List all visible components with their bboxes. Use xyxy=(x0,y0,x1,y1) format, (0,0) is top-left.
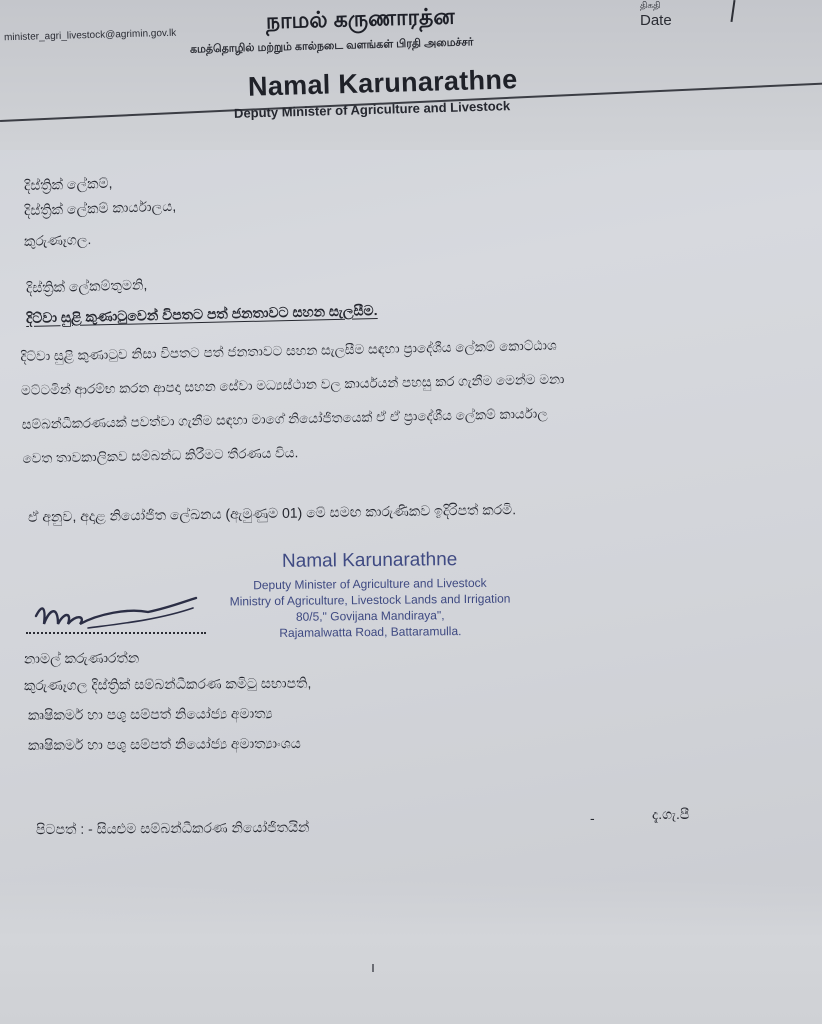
subject-line: දිට්වා සුළි කුණාටුවෙන් විපතට පත් ජනතාවට සහන සැලසීම. xyxy=(25,302,378,326)
address-line-2: දිස්ත්‍රික් ලේකම් කාර්යාලය, xyxy=(23,197,177,219)
signatory-role: කුරුණෑගල දිස්ත්‍රික් සම්බන්ධීකරණ කමිටු සභාපති, xyxy=(23,674,312,694)
paragraph-line: වෙත තාවකාලිකව සම්බන්ධ කිරීමට තීරණය විය. xyxy=(22,445,299,466)
reference-initials: දැ.ගැ.පී xyxy=(652,806,690,822)
paragraph-line: මට්ටමින් ආරම්භ කරන ආපදා සහන සේවා මධ්‍යස්ථාන වල කාර්යයන් පහසු කර ගැනීම මෙන්ම මනා xyxy=(20,371,565,398)
header-title: Deputy Minister of Agriculture and Livestock xyxy=(233,98,511,121)
header-email: minister_agri_livestock@agrimin.gov.lk xyxy=(3,27,177,44)
stamp-name: Namal Karunarathne xyxy=(281,549,458,572)
date-label: Date xyxy=(640,12,672,29)
paragraph-line: දිට්වා සුළි කුණාටුව නිසා විපතට පත් ජනතාවට සහන සැලසීම සඳහා ප්‍රාදේශීය ලේකම් කොට්ඨාශ xyxy=(20,337,557,364)
copies-line: පිටපත් : - සියළුම සම්බන්ධීකරණ නියෝජිතයින් xyxy=(35,818,310,838)
paragraph-line: සම්බන්ධීකරණයක් පවත්වා ගැනීම සඳහා මාගේ නියෝජිතයෙක් ඒ ඒ ප්‍රාදේශීය ලේකම් කාර්යාල xyxy=(21,405,548,432)
signatory-role: කෘෂිකර්ම හා පශු සම්පත් නියෝජ්‍ය අමාත්‍ය xyxy=(27,705,273,723)
body-paragraph xyxy=(20,323,822,476)
stamp-line: Deputy Minister of Agriculture and Livestock xyxy=(253,575,487,593)
header-name-tamil: நாமல் கருணாரத்ன xyxy=(265,3,455,34)
signature-line xyxy=(26,632,206,634)
address-line-1: දිස්ත්‍රික් ලේකම්, xyxy=(23,174,113,194)
stamp-line: Rajamalwatta Road, Battaramulla. xyxy=(279,624,462,640)
signatory-role: කෘෂිකර්ම හා පශු සම්පත් නියෝජ්‍ය අමාත්‍යාංශය xyxy=(27,735,301,753)
closing-sentence: ඒ අනුව, අදාළ නියෝජිත ලේඛනය (ඇමුණුම 01) මේ සමඟ කාරුණිකව ඉදිරිපත් කරමි. xyxy=(27,501,517,525)
paper-bottom-shadow xyxy=(0,880,822,1024)
official-stamp xyxy=(200,548,541,642)
address-line-3: කුරුණෑගල. xyxy=(23,231,92,249)
stamp-line: Ministry of Agriculture, Livestock Lands and Irrigation xyxy=(229,591,511,609)
header-name: Namal Karunarathne xyxy=(247,64,518,102)
stamp-line: 80/5," Govijana Mandiraya", xyxy=(295,608,445,624)
copies-dash: - xyxy=(590,810,595,826)
salutation: දිස්ත්‍රික් ලේකම්තුමනි, xyxy=(25,276,148,296)
handwritten-signature xyxy=(28,594,218,646)
header-title-tamil: கமத்தொழில் மற்றும் கால்நடை வளங்கள் பிரதி அமைச்சர் xyxy=(189,36,474,56)
paper-mark xyxy=(372,964,374,972)
date-label-tamil: திகதி xyxy=(640,0,661,10)
signatory-name: නාමල් කරුණාරත්න xyxy=(23,649,140,667)
